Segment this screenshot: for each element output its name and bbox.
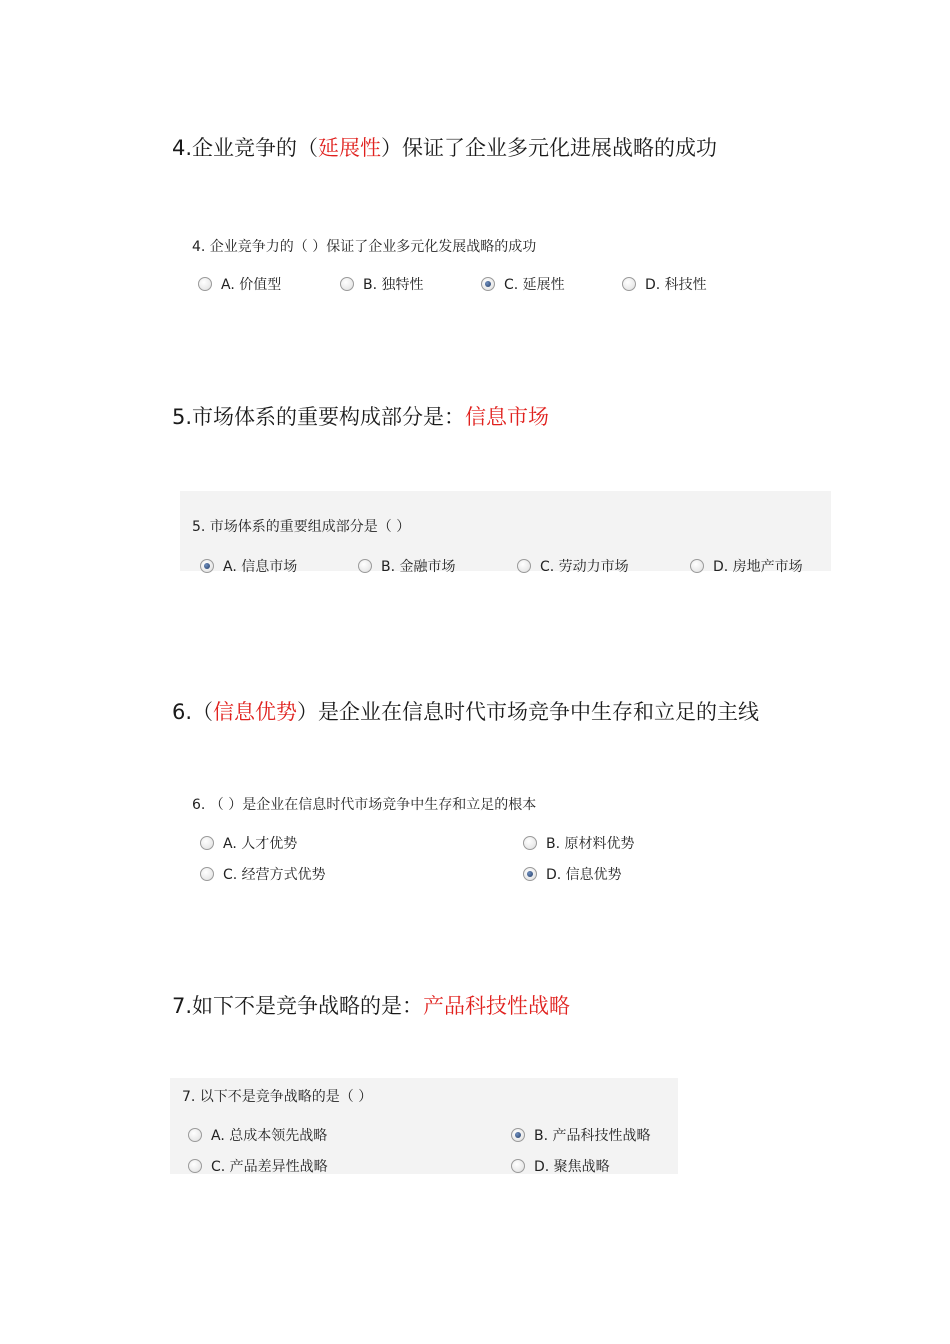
quiz-panel-q4 [180, 228, 740, 300]
option-b[interactable] [340, 274, 424, 294]
heading-q6 [172, 698, 759, 726]
option-label: C. 延展性 [504, 277, 565, 293]
option-a[interactable] [200, 556, 297, 576]
option-a[interactable] [188, 1125, 327, 1145]
heading-answer: 延展性 [318, 136, 382, 160]
radio-button[interactable] [358, 559, 372, 573]
option-label: C. 产品差异性战略 [211, 1159, 328, 1175]
radio-button[interactable] [200, 867, 214, 881]
option-label: A. 信息市场 [223, 559, 298, 575]
heading-prefix: 4.企业竞争的（ [172, 136, 319, 160]
quiz-panel-q6 [180, 786, 740, 896]
option-b[interactable] [358, 556, 456, 576]
option-b[interactable] [523, 833, 635, 853]
option-label: A. 总成本领先战略 [211, 1128, 328, 1144]
radio-button-selected[interactable] [481, 277, 495, 291]
option-label: A. 人才优势 [223, 836, 298, 852]
radio-button[interactable] [622, 277, 636, 291]
radio-button[interactable] [523, 836, 537, 850]
option-label: D. 房地产市场 [713, 559, 803, 575]
option-label: C. 劳动力市场 [540, 559, 629, 575]
heading-q4 [172, 134, 717, 162]
option-label: D. 科技性 [645, 277, 707, 293]
radio-button[interactable] [188, 1128, 202, 1142]
option-c[interactable] [481, 274, 565, 294]
option-d[interactable] [622, 274, 707, 294]
option-c[interactable] [200, 864, 326, 884]
option-label: D. 信息优势 [546, 867, 622, 883]
option-label: A. 价值型 [221, 277, 282, 293]
heading-prefix: 5.市场体系的重要构成部分是： [172, 405, 466, 429]
option-label: B. 原材料优势 [546, 836, 635, 852]
radio-button[interactable] [340, 277, 354, 291]
option-label: C. 经营方式优势 [223, 867, 326, 883]
option-label: B. 独特性 [363, 277, 424, 293]
heading-prefix: 7.如下不是竞争战略的是： [172, 994, 424, 1018]
heading-answer: 产品科技性战略 [423, 994, 571, 1018]
radio-button-selected[interactable] [200, 559, 214, 573]
radio-button-selected[interactable] [523, 867, 537, 881]
option-d[interactable] [523, 864, 622, 884]
option-c[interactable] [517, 556, 629, 576]
heading-q7 [172, 992, 570, 1020]
option-label: B. 金融市场 [381, 559, 456, 575]
radio-button[interactable] [198, 277, 212, 291]
question-text: 7. 以下不是竞争战略的是（ ） [182, 1089, 373, 1105]
radio-button[interactable] [517, 559, 531, 573]
heading-prefix: 6.（ [172, 700, 214, 724]
question-text: 6. （ ）是企业在信息时代市场竞争中生存和立足的根本 [192, 797, 537, 813]
question-text: 4. 企业竞争力的（ ）保证了企业多元化发展战略的成功 [192, 239, 537, 255]
heading-answer: 信息优势 [213, 700, 298, 724]
heading-q5 [172, 403, 549, 431]
option-d[interactable] [690, 556, 803, 576]
radio-button[interactable] [690, 559, 704, 573]
radio-button[interactable] [511, 1159, 525, 1173]
quiz-panel-q7 [170, 1078, 678, 1174]
option-label: B. 产品科技性战略 [534, 1128, 651, 1144]
heading-answer: 信息市场 [465, 405, 550, 429]
quiz-panel-q5 [180, 491, 831, 575]
option-d[interactable] [511, 1156, 610, 1176]
option-a[interactable] [200, 833, 297, 853]
radio-button[interactable] [188, 1159, 202, 1173]
option-label: D. 聚焦战略 [534, 1159, 610, 1175]
option-c[interactable] [188, 1156, 328, 1176]
radio-button[interactable] [200, 836, 214, 850]
radio-button-selected[interactable] [511, 1128, 525, 1142]
heading-suffix: ）保证了企业多元化进展战略的成功 [381, 136, 718, 160]
option-b[interactable] [511, 1125, 651, 1145]
option-a[interactable] [198, 274, 281, 294]
heading-suffix: ）是企业在信息时代市场竞争中生存和立足的主线 [297, 700, 760, 724]
question-text: 5. 市场体系的重要组成部分是（ ） [192, 519, 411, 535]
